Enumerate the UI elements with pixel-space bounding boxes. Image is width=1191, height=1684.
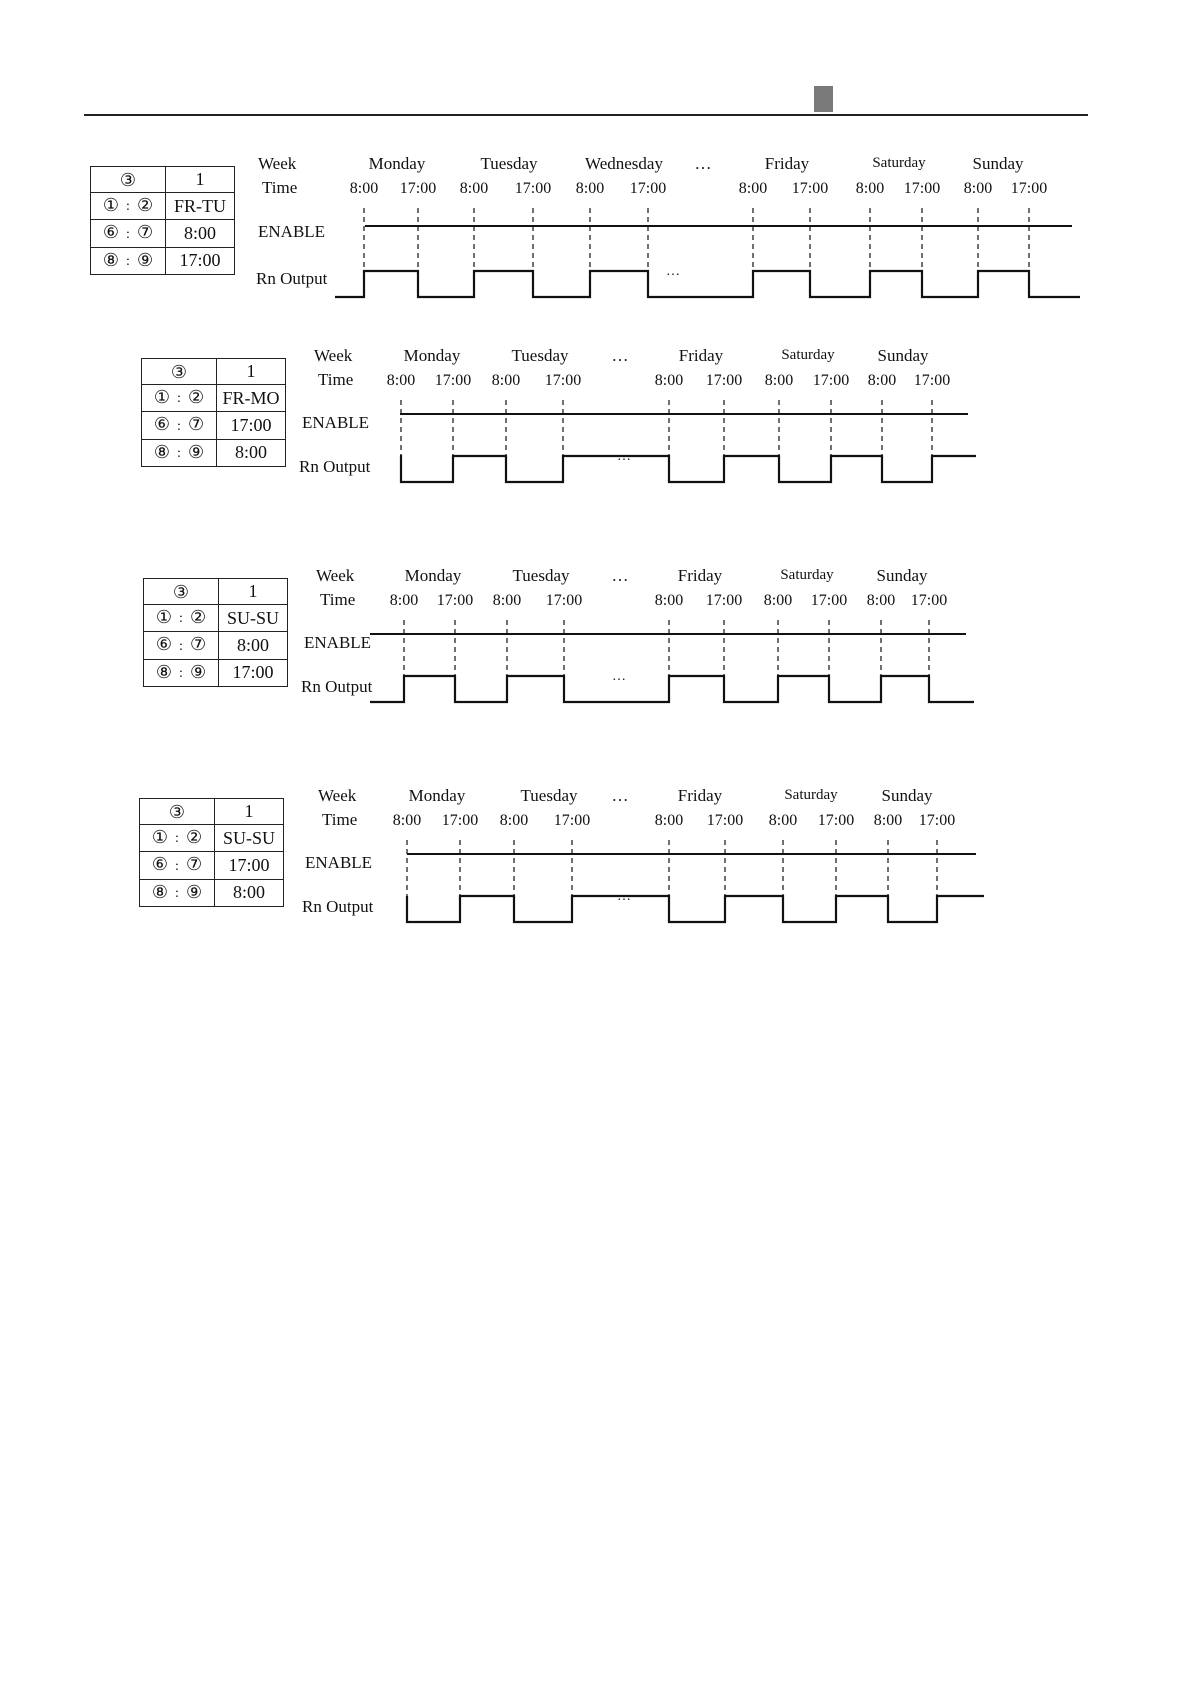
day-label-tuesday: Tuesday [480, 154, 538, 173]
time-tick-label: 17:00 [913, 372, 951, 389]
time-tick-label: 17:00 [545, 592, 583, 609]
param-key-badge: ③ [172, 582, 190, 603]
day-label-monday: Monday [404, 566, 462, 585]
param-key: ⑥ : ⑦ [142, 412, 217, 439]
time-tick-label: 8:00 [492, 592, 522, 609]
time-tick-label: 8:00 [654, 372, 684, 389]
day-label-friday: Friday [678, 346, 724, 365]
time-tick-label: 8:00 [873, 812, 903, 829]
day-label-saturday: Saturday [784, 787, 838, 803]
time-tick-label: 17:00 [434, 372, 472, 389]
day-label-sunday: Sunday [881, 786, 933, 805]
time-tick-label: 17:00 [705, 592, 743, 609]
param-key-badge: ③ [170, 362, 188, 383]
time-tick-label: 8:00 [459, 180, 489, 197]
day-label-tuesday: Tuesday [520, 786, 578, 805]
param-header-value: 1 [217, 359, 286, 385]
param-key: ⑥ : ⑦ [140, 852, 215, 879]
param-value: 17:00 [166, 247, 235, 274]
time-tick-label: 8:00 [654, 812, 684, 829]
row-label-time: Time [320, 590, 356, 609]
day-label-friday: Friday [764, 154, 810, 173]
param-value: SU-SU [219, 605, 288, 632]
output-waveform [370, 676, 974, 702]
day-ellipsis: … [611, 346, 629, 365]
row-label-time: Time [318, 370, 354, 389]
param-key: ① : ② [140, 825, 215, 852]
row-label-output: Rn Output [299, 457, 371, 476]
waveform-ellipsis: … [666, 264, 680, 279]
param-value: 8:00 [215, 879, 284, 906]
row-label-week: Week [258, 154, 297, 173]
day-label-sunday: Sunday [972, 154, 1024, 173]
time-tick-label: 8:00 [386, 372, 416, 389]
time-tick-label: 8:00 [575, 180, 605, 197]
param-key-badge: ③ [168, 802, 186, 823]
time-tick-label: 17:00 [918, 812, 956, 829]
output-waveform [407, 896, 984, 922]
time-tick-label: 8:00 [392, 812, 422, 829]
time-tick-label: 8:00 [654, 592, 684, 609]
time-tick-label: 17:00 [812, 372, 850, 389]
waveform-ellipsis: … [617, 889, 631, 904]
waveform-ellipsis: … [617, 449, 631, 464]
row-label-output: Rn Output [256, 269, 328, 288]
day-label-monday: Monday [403, 346, 461, 365]
time-tick-label: 17:00 [791, 180, 829, 197]
param-key: ⑧ : ⑨ [140, 879, 215, 906]
row-label-week: Week [316, 566, 355, 585]
param-key: ⑥ : ⑦ [91, 220, 166, 247]
timing-diagram-1 [0, 150, 1191, 330]
param-value: 17:00 [217, 412, 286, 439]
page-tab-marker [814, 86, 833, 112]
day-label-tuesday: Tuesday [511, 346, 569, 365]
day-label-sunday: Sunday [876, 566, 928, 585]
time-tick-label: 8:00 [855, 180, 885, 197]
row-label-enable: ENABLE [302, 413, 370, 432]
param-key-badge: ③ [119, 170, 137, 191]
time-tick-label: 8:00 [349, 180, 379, 197]
timing-diagram-2 [0, 342, 1191, 522]
param-key: ⑧ : ⑨ [142, 439, 217, 466]
param-header-value: 1 [215, 799, 284, 825]
day-label-friday: Friday [677, 786, 723, 805]
day-ellipsis: … [611, 566, 629, 585]
day-label-saturday: Saturday [780, 567, 834, 583]
row-label-time: Time [262, 178, 298, 197]
output-waveform [400, 456, 976, 482]
day-label-monday: Monday [368, 154, 426, 173]
day-ellipsis: … [611, 786, 629, 805]
time-tick-label: 8:00 [867, 372, 897, 389]
param-header-value: 1 [166, 167, 235, 193]
time-tick-label: 17:00 [903, 180, 941, 197]
time-tick-label: 8:00 [764, 372, 794, 389]
time-tick-label: 17:00 [553, 812, 591, 829]
param-value: 8:00 [166, 220, 235, 247]
time-tick-label: 17:00 [705, 372, 743, 389]
param-key: ⑥ : ⑦ [144, 632, 219, 659]
param-key: ⑧ : ⑨ [144, 659, 219, 686]
param-value: 17:00 [215, 852, 284, 879]
row-label-time: Time [322, 810, 358, 829]
day-label-saturday: Saturday [872, 155, 926, 171]
time-tick-label: 17:00 [544, 372, 582, 389]
param-key: ① : ② [142, 385, 217, 412]
waveform-ellipsis: … [612, 669, 626, 684]
row-label-enable: ENABLE [304, 633, 372, 652]
time-tick-label: 8:00 [963, 180, 993, 197]
time-tick-label: 17:00 [910, 592, 948, 609]
timing-chart [0, 150, 1191, 330]
time-tick-label: 17:00 [514, 180, 552, 197]
day-label-friday: Friday [677, 566, 723, 585]
row-label-enable: ENABLE [258, 222, 326, 241]
row-label-enable: ENABLE [305, 853, 373, 872]
day-label-saturday: Saturday [781, 347, 835, 363]
time-tick-label: 17:00 [436, 592, 474, 609]
day-label-tuesday: Tuesday [512, 566, 570, 585]
param-value: 8:00 [219, 632, 288, 659]
day-ellipsis: … [694, 154, 712, 173]
time-tick-label: 8:00 [491, 372, 521, 389]
param-value: FR-MO [217, 385, 286, 412]
time-tick-label: 8:00 [389, 592, 419, 609]
time-tick-label: 17:00 [629, 180, 667, 197]
time-tick-label: 8:00 [763, 592, 793, 609]
timing-diagram-3 [0, 562, 1191, 742]
param-key: ① : ② [144, 605, 219, 632]
time-tick-label: 8:00 [738, 180, 768, 197]
timing-chart [0, 342, 1191, 522]
timing-chart [0, 782, 1191, 962]
param-key: ① : ② [91, 193, 166, 220]
time-tick-label: 8:00 [499, 812, 529, 829]
timing-chart [0, 562, 1191, 742]
timing-diagram-4 [0, 782, 1191, 962]
time-tick-label: 8:00 [768, 812, 798, 829]
time-tick-label: 17:00 [706, 812, 744, 829]
time-tick-label: 17:00 [817, 812, 855, 829]
day-label-wednesday: Wednesday [585, 154, 663, 173]
row-label-output: Rn Output [302, 897, 374, 916]
param-key: ⑧ : ⑨ [91, 247, 166, 274]
row-label-week: Week [318, 786, 357, 805]
header-rule [84, 114, 1088, 116]
param-value: 17:00 [219, 659, 288, 686]
param-value: FR-TU [166, 193, 235, 220]
time-tick-label: 17:00 [810, 592, 848, 609]
time-tick-label: 17:00 [441, 812, 479, 829]
param-value: SU-SU [215, 825, 284, 852]
param-value: 8:00 [217, 439, 286, 466]
param-header-value: 1 [219, 579, 288, 605]
output-waveform [335, 271, 1080, 297]
row-label-output: Rn Output [301, 677, 373, 696]
time-tick-label: 17:00 [1010, 180, 1048, 197]
time-tick-label: 17:00 [399, 180, 437, 197]
day-label-sunday: Sunday [877, 346, 929, 365]
day-label-monday: Monday [408, 786, 466, 805]
time-tick-label: 8:00 [866, 592, 896, 609]
row-label-week: Week [314, 346, 353, 365]
